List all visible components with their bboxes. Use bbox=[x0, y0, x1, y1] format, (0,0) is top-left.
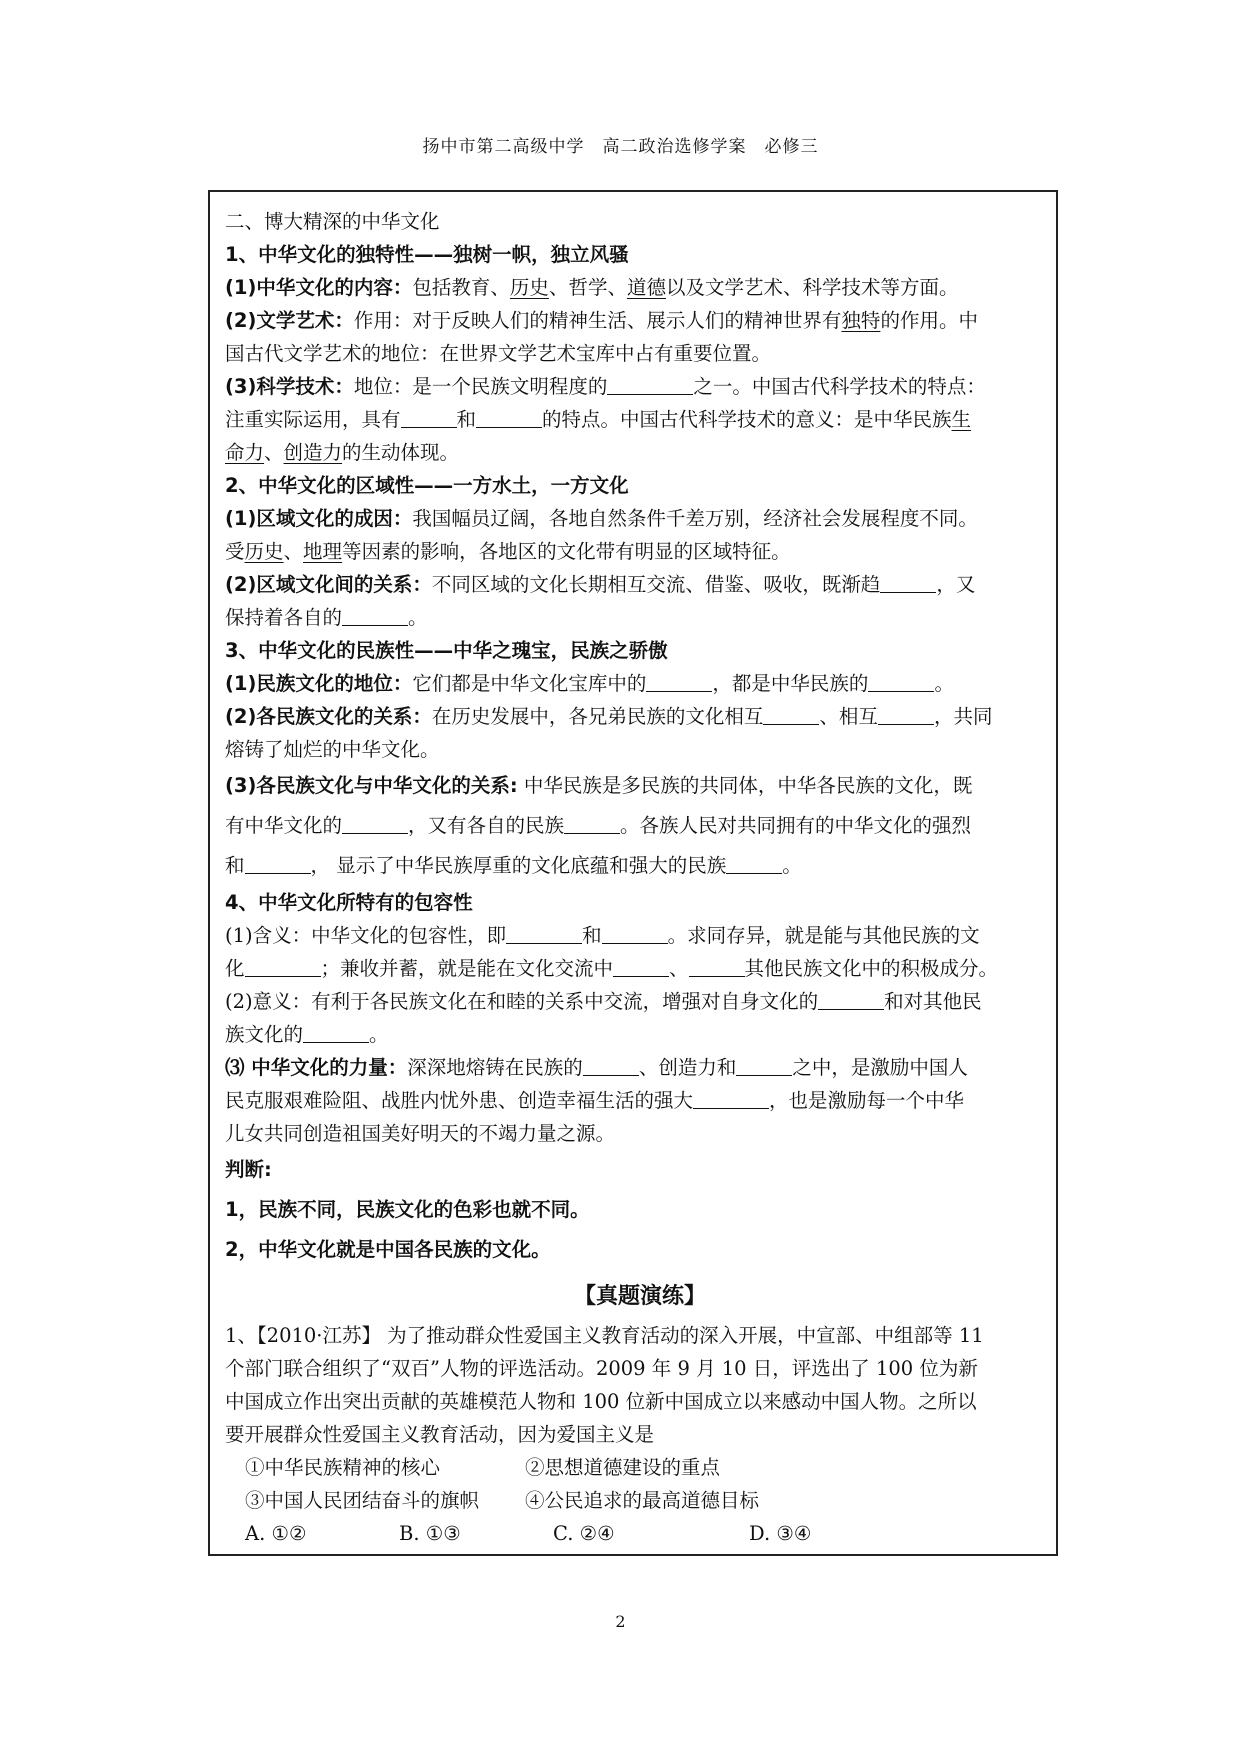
s2-p1 bbox=[225, 502, 1055, 535]
s1-p3-label: (3)科学技术： bbox=[225, 375, 354, 398]
s3-p3-label: (3)各民族文化与中华文化的关系: bbox=[225, 774, 518, 797]
s4-p2-line2 bbox=[225, 1018, 1055, 1051]
page-number: 2 bbox=[615, 1612, 626, 1631]
page-header: 扬中市第二高级中学 高二政治选修学案 必修三 bbox=[422, 137, 819, 157]
s2-underline-history: 历史 bbox=[244, 540, 284, 563]
s1-p2-text: 作用：对于反映人们的精神生活、展示人们的精神世界有 bbox=[353, 309, 842, 332]
s1-p3-text: 地位：是一个民族文明程度的 bbox=[353, 375, 608, 398]
s4-p3 bbox=[225, 1051, 1055, 1084]
s2-p2-text-b: ，又 bbox=[936, 573, 976, 596]
answer-blank[interactable] bbox=[689, 954, 745, 977]
s4-p3-line3: 儿女共同创造祖国美好明天的不竭力量之源。 bbox=[225, 1122, 616, 1145]
answer-blank[interactable] bbox=[818, 987, 884, 1010]
answer-blank[interactable] bbox=[245, 851, 311, 874]
s4-p2 bbox=[225, 985, 1055, 1018]
question-1-line-4: 要开展群众性爱国主义教育活动，因为爱国主义是 bbox=[225, 1423, 655, 1446]
s1-heading: 1、中华文化的独特性——独树一帜，独立风骚 bbox=[225, 243, 629, 266]
answer-blank[interactable] bbox=[583, 1053, 639, 1076]
s1-p1-label: (1)中华文化的内容： bbox=[225, 276, 413, 299]
s3-p2 bbox=[225, 700, 1055, 733]
practice-title: 【真题演练】 bbox=[573, 1284, 706, 1309]
question-1-line-2: 个部门联合组织了“双百”人物的评选活动。2009 年 9 月 10 日，评选出了 100 位为新 bbox=[225, 1357, 978, 1380]
answer-blank[interactable] bbox=[342, 811, 408, 834]
s4-p1-line2-text-d: 其他民族文化中的积极成分。 bbox=[744, 957, 999, 980]
answer-blank[interactable] bbox=[476, 405, 542, 428]
s3-p1-text-b: ，都是中华民族的 bbox=[712, 672, 869, 695]
choice-b[interactable]: B. ①③ bbox=[399, 1522, 461, 1545]
s4-p1-line2-text-b: ；兼收并蓄，就是能在文化交流中 bbox=[320, 957, 614, 980]
s1-p1-text-c: 以及文学艺术、科学技术等方面。 bbox=[665, 276, 959, 299]
s2-p1-line2-text: 受 bbox=[225, 540, 245, 563]
s3-p3-line3-text: 和 bbox=[225, 854, 245, 877]
answer-blank[interactable] bbox=[303, 1020, 369, 1043]
s1-p3-line2-text: 注重实际运用，具有 bbox=[225, 408, 401, 431]
choice-c[interactable]: C. ②④ bbox=[553, 1522, 615, 1545]
s4-p2-text: (2)意义：有利于各民族文化在和睦的关系中交流，增强对自身文化的 bbox=[225, 990, 819, 1013]
s4-p3-line2-text-b: ，也是激励每一个中华 bbox=[769, 1089, 965, 1112]
s3-p2-text: 在历史发展中，各兄弟民族的文化相互 bbox=[431, 705, 764, 728]
judge-title: 判断: bbox=[225, 1158, 272, 1181]
s2-p2-line2-text: 保持着各自的 bbox=[225, 606, 343, 629]
s4-p1-text-b: 和 bbox=[582, 924, 602, 947]
s1-p1-text-b: 、哲学、 bbox=[548, 276, 627, 299]
s4-p1-text: (1)含义：中华文化的包容性，即 bbox=[225, 924, 507, 947]
s1-p3-line2-text-b: 和 bbox=[456, 408, 477, 431]
options-row-2 bbox=[225, 1484, 1055, 1517]
s4-p1 bbox=[225, 919, 1055, 952]
option-1: ①中华民族精神的核心 bbox=[245, 1456, 441, 1479]
choice-a[interactable]: A. ①② bbox=[245, 1522, 307, 1545]
s1-p1-underline-morality: 道德 bbox=[626, 276, 666, 299]
answer-blank[interactable] bbox=[342, 603, 408, 626]
s4-p1-line2-text: 化 bbox=[225, 957, 245, 980]
s1-p3-line3-text: 、 bbox=[264, 441, 284, 464]
choices-row bbox=[225, 1517, 1055, 1550]
s1-p3-text-b: 之一。中国古代科学技术的特点： bbox=[693, 375, 986, 398]
answer-blank[interactable] bbox=[878, 702, 934, 725]
s3-p3-line3-text-b: ， 显示了中华民族厚重的文化底蕴和强大的民族 bbox=[310, 854, 727, 877]
s3-p3-line2-text-c: 。各族人民对共同拥有的中华文化的强烈 bbox=[620, 814, 972, 837]
s4-p1-text-c: 。求同存异，就是能与其他民族的文 bbox=[667, 924, 980, 947]
s4-p1-line2 bbox=[225, 952, 1055, 985]
answer-blank[interactable] bbox=[506, 921, 582, 944]
s1-p3-underline-sheng: 生 bbox=[951, 408, 972, 431]
s4-p2-text-b: 和对其他民 bbox=[884, 990, 982, 1013]
s2-p1-text: 我国幅员辽阔，各地自然条件千差万别，经济社会发展程度不同。 bbox=[412, 507, 978, 530]
s3-p2-text-c: ，共同 bbox=[933, 705, 993, 728]
s3-p3-line3 bbox=[225, 846, 1055, 886]
s4-p2-line2-text-b: 。 bbox=[369, 1023, 389, 1046]
s1-p1-text: 包括教育、 bbox=[412, 276, 510, 299]
option-4: ④公民追求的最高道德目标 bbox=[525, 1489, 760, 1512]
answer-blank[interactable] bbox=[868, 669, 934, 692]
answer-blank[interactable] bbox=[736, 1053, 792, 1076]
s2-p2 bbox=[225, 568, 1055, 601]
s4-p3-text-c: 之中，是激励中国人 bbox=[792, 1056, 968, 1079]
s1-p3-line3-text-b: 的生动体现。 bbox=[342, 441, 460, 464]
answer-blank[interactable] bbox=[763, 702, 819, 725]
s3-heading: 3、中华文化的民族性——中华之瑰宝，民族之骄傲 bbox=[225, 639, 668, 662]
s3-p3 bbox=[225, 766, 1055, 806]
s3-p1 bbox=[225, 667, 1055, 700]
s3-p3-text: 中华民族是多民族的共同体，中华各民族的文化，既 bbox=[517, 774, 973, 797]
s1-p3-line2 bbox=[225, 403, 1055, 436]
answer-blank[interactable] bbox=[245, 954, 321, 977]
s1-p1 bbox=[225, 271, 1055, 304]
s2-p2-label: (2)区域文化间的关系： bbox=[225, 573, 432, 596]
options-row-1 bbox=[225, 1451, 1055, 1484]
s1-p3-line2-text-c: 的特点。中国古代科学技术的意义：是中华民族 bbox=[542, 408, 952, 431]
s1-p3-line3 bbox=[225, 436, 1055, 469]
option-3: ③中国人民团结奋斗的旗帜 bbox=[245, 1489, 480, 1512]
s4-p3-line2 bbox=[225, 1084, 1055, 1117]
s4-p3-label: ⑶ 中华文化的力量： bbox=[225, 1056, 408, 1079]
s4-p3-text-b: 、创造力和 bbox=[638, 1056, 737, 1079]
answer-blank[interactable] bbox=[602, 921, 668, 944]
section-title: 二、博大精深的中华文化 bbox=[225, 210, 440, 233]
s4-p1-line2-text-c: 、 bbox=[669, 957, 689, 980]
s4-p3-line2-text: 民克服艰难险阻、战胜内忧外患、创造幸福生活的强大 bbox=[225, 1089, 694, 1112]
s2-p1-line2-text-b: 、 bbox=[283, 540, 304, 563]
s3-p2-text-b: 、相互 bbox=[819, 705, 878, 728]
s3-p3-line2-text: 有中华文化的 bbox=[225, 814, 343, 837]
question-1-line-3: 中国成立作出突出贡献的英雄模范人物和 100 位新中国成立以来感动中国人物。之所以 bbox=[225, 1390, 977, 1413]
s2-p1-line2 bbox=[225, 535, 1055, 568]
s1-p2-text-b: 的作用。中 bbox=[880, 309, 978, 332]
s3-p1-text: 它们都是中华文化宝库中的 bbox=[412, 672, 647, 695]
s1-p2-label: (2)文学艺术： bbox=[225, 309, 354, 332]
answer-blank[interactable] bbox=[607, 372, 693, 395]
s2-p2-line2 bbox=[225, 601, 1055, 634]
answer-blank[interactable] bbox=[613, 954, 669, 977]
s1-p3-underline-vitality: 命力 bbox=[225, 441, 265, 464]
s2-p2-line2-text-b: 。 bbox=[408, 606, 428, 629]
s4-p2-line2-text: 族文化的 bbox=[225, 1023, 304, 1046]
answer-blank[interactable] bbox=[726, 851, 782, 874]
s3-p1-text-c: 。 bbox=[934, 672, 954, 695]
s1-p2-line2: 国古代文学艺术的地位：在世界文学艺术宝库中占有重要位置。 bbox=[225, 342, 772, 365]
s1-p1-underline-history: 历史 bbox=[509, 276, 549, 299]
s1-p2 bbox=[225, 304, 1055, 337]
judge-item-2: 2，中华文化就是中国各民族的文化。 bbox=[225, 1238, 551, 1261]
choice-d[interactable]: D. ③④ bbox=[749, 1522, 812, 1545]
s3-p1-label: (1)民族文化的地位： bbox=[225, 672, 413, 695]
s3-p3-line2 bbox=[225, 806, 1055, 846]
s1-p3 bbox=[225, 370, 1055, 403]
answer-blank[interactable] bbox=[693, 1086, 769, 1109]
s2-underline-geography: 地理 bbox=[303, 540, 343, 563]
worksheet-body bbox=[225, 205, 1055, 1550]
answer-blank[interactable] bbox=[880, 570, 936, 593]
s4-p3-text: 深深地熔铸在民族的 bbox=[407, 1056, 583, 1079]
s3-p3-line3-text-c: 。 bbox=[782, 854, 802, 877]
s3-p2-label: (2)各民族文化的关系： bbox=[225, 705, 432, 728]
s2-p1-line2-text-c: 等因素的影响，各地区的文化带有明显的区域特征。 bbox=[342, 540, 791, 563]
s1-p3-underline-creativity: 创造力 bbox=[283, 441, 343, 464]
s1-p2-underline-unique: 独特 bbox=[841, 309, 881, 332]
option-2: ②思想道德建设的重点 bbox=[525, 1456, 721, 1479]
s3-p3-line2-text-b: ，又有各自的民族 bbox=[408, 814, 565, 837]
s2-heading: 2、中华文化的区域性——一方水土，一方文化 bbox=[225, 474, 629, 497]
question-1-line-1: 1、【2010·江苏】 为了推动群众性爱国主义教育活动的深入开展，中宣部、中组部等 11 bbox=[225, 1324, 984, 1347]
answer-blank[interactable] bbox=[564, 811, 620, 834]
s2-p2-text: 不同区域的文化长期相互交流、借鉴、吸收，既渐趋 bbox=[431, 573, 881, 596]
s2-p1-label: (1)区域文化的成因： bbox=[225, 507, 413, 530]
s4-heading: 4、中华文化所特有的包容性 bbox=[225, 891, 473, 914]
answer-blank[interactable] bbox=[401, 405, 457, 428]
judge-item-1: 1，民族不同，民族文化的色彩也就不同。 bbox=[225, 1198, 590, 1221]
answer-blank[interactable] bbox=[646, 669, 712, 692]
s3-p2-line2: 熔铸了灿烂的中华文化。 bbox=[225, 738, 440, 761]
